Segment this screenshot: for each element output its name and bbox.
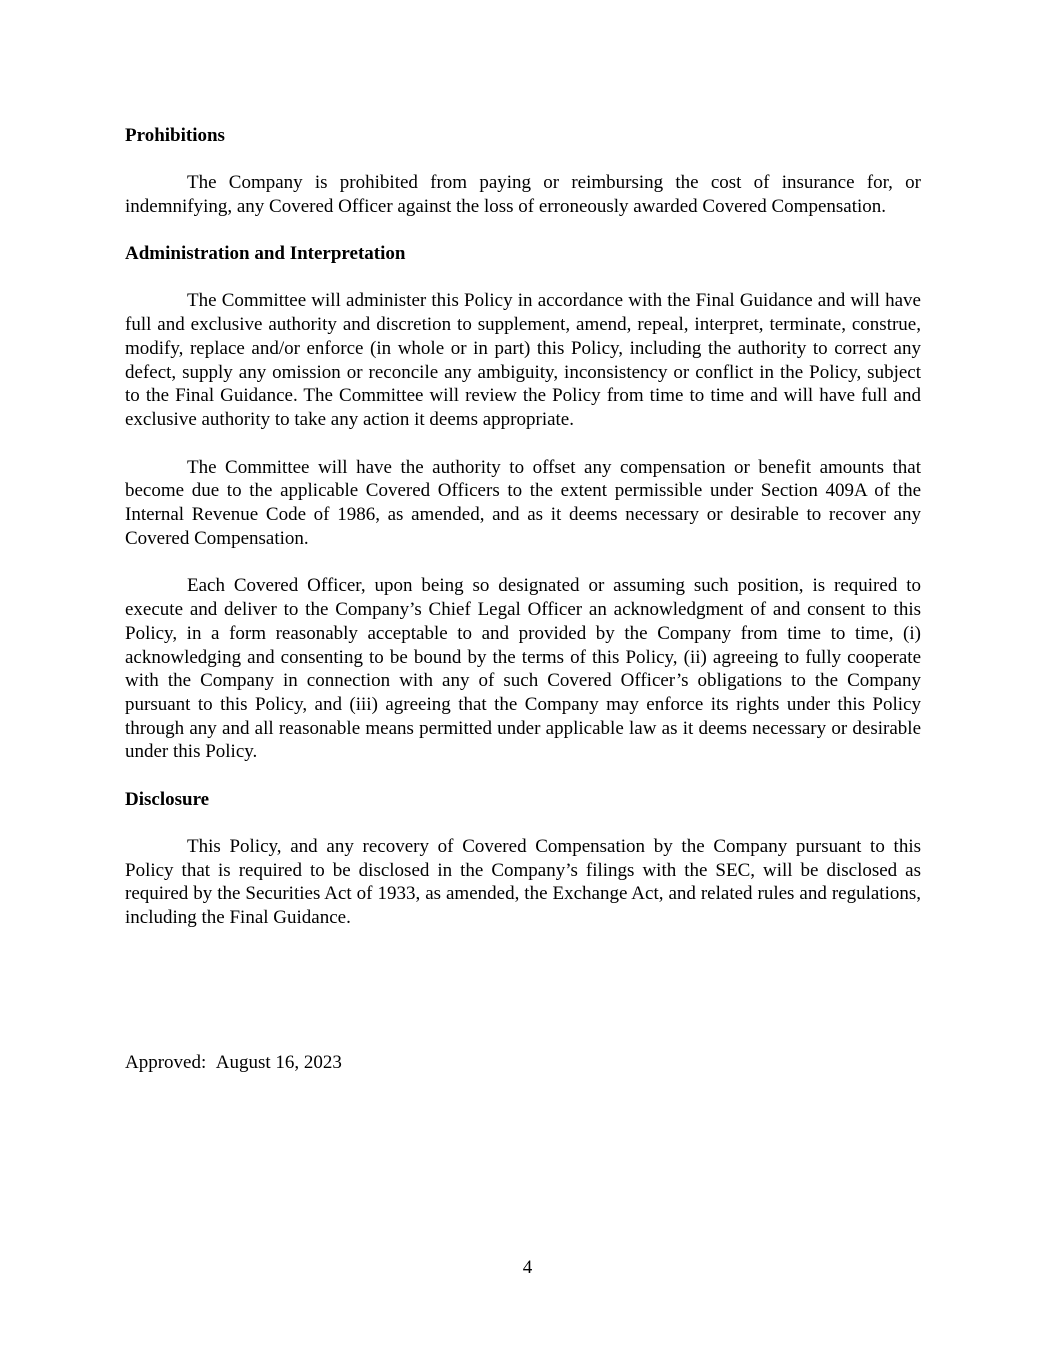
section-heading-prohibitions: Prohibitions — [125, 125, 225, 146]
page-number: 4 — [522, 1257, 533, 1278]
paragraph-administration-1: The Committee will administer this Policy in accordance with the Final Guidance and will have full and exclusive authority and discretion to supplement, amend, repeal, interpret, terminate, construe, modify, replace and/or enforce (in whole or in part) this Policy, including the authority to correct any defect, supply any omission or reconcile any ambiguity, inconsistency or conflict in the Policy, subject to the Final Guidance. The Committee will review the Policy from time to time and will have full and exclusive authority to take any action it deems appropriate. — [125, 290, 921, 430]
paragraph-disclosure: This Policy, and any recovery of Covered Compensation by the Company pursuant to this Policy that is required to be disclosed in the Company’s filings with the SEC, will be disclosed as required by the Securities Act of 1933, as amended, the Exchange Act, and related rules and regulations, including the Final Guidance. — [125, 836, 921, 929]
approval-date: Approved: August 16, 2023 — [125, 1052, 342, 1073]
paragraph-administration-3: Each Covered Officer, upon being so designated or assuming such position, is required to execute and deliver to the Company’s Chief Legal Officer an acknowledgment of and consent to this Policy, in a form reasonably acceptable to and provided by the Company from time to time, (i) acknowledging and consenting to be bound by the terms of this Policy, (ii) agreeing to fully cooperate with the Company in connection with any of such Covered Officer’s obligations to the Company pursuant to this Policy, and (iii) agreeing that the Company may enforce its rights under this Policy through any and all reasonable means permitted under applicable law as it deems necessary or desirable under this Policy. — [125, 575, 921, 763]
paragraph-prohibitions: The Company is prohibited from paying or reimbursing the cost of insurance for, or indemnifying, any Covered Officer against the loss of erroneously awarded Covered Compensation. — [125, 172, 921, 217]
section-heading-disclosure: Disclosure — [125, 789, 210, 811]
paragraph-administration-2: The Committee will have the authority to offset any compensation or benefit amounts that become due to the applicable Covered Officers to the extent permissible under Section 409A of the Internal Revenue Code of 1986, as amended, and as it deems necessary or desirable to recover any Covered Compensation. — [125, 456, 921, 549]
document-page — [125, 124, 921, 954]
section-heading-administration: Administration and Interpretation — [125, 243, 406, 265]
